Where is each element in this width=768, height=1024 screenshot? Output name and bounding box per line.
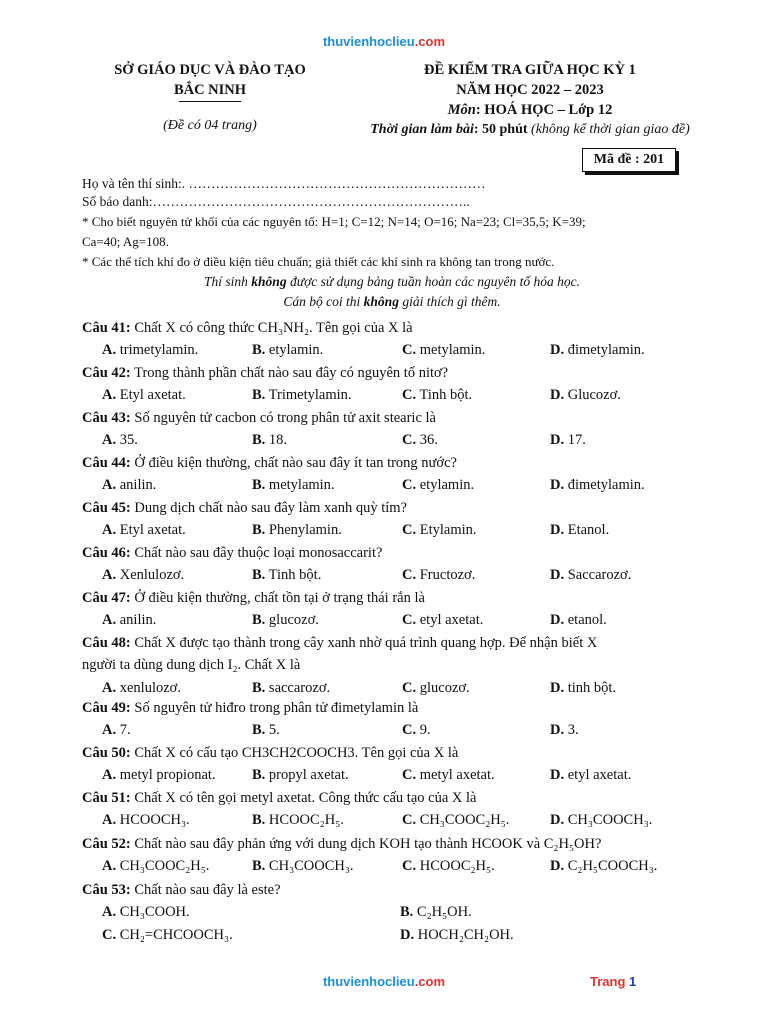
option-text: đimetylamin. — [567, 477, 645, 493]
department-name: SỞ GIÁO DỤC VÀ ĐÀO TẠO — [114, 62, 306, 78]
option-letter: C. — [402, 612, 417, 628]
option-letter: D. — [550, 567, 565, 583]
question-text-cont: người ta dùng dung dịch I₂. Chất X là — [82, 657, 301, 673]
option-letter: C. — [402, 767, 417, 783]
option-letter: C. — [402, 477, 417, 493]
question-stem — [82, 880, 722, 900]
question-stem — [82, 698, 722, 718]
option-text: saccarozơ. — [268, 680, 331, 696]
option-letter: A. — [102, 767, 117, 783]
answer-option — [550, 610, 607, 630]
question-stem — [82, 498, 722, 518]
option-text: 7. — [119, 722, 131, 738]
answer-option — [402, 340, 485, 360]
option-letter: C. — [402, 342, 417, 358]
option-text: etyl axetat. — [419, 612, 484, 628]
answer-option — [550, 765, 631, 785]
province-name: BẮC NINH — [173, 82, 247, 98]
option-text: Phenylamin. — [268, 522, 342, 538]
option-text: glucozơ. — [419, 680, 470, 696]
answer-option — [102, 430, 138, 450]
option-text: propyl axetat. — [268, 767, 349, 783]
option-text: trimetylamin. — [119, 342, 199, 358]
option-text: HCOOCH₃. — [119, 812, 190, 828]
header-right — [330, 60, 730, 140]
footer-site — [0, 974, 768, 989]
option-letter: B. — [252, 680, 266, 696]
option-text: CH₃COOC₂H₅. — [119, 858, 210, 874]
question-text: Dung dịch chất nào sau đây làm xanh quỳ tím? — [130, 500, 407, 516]
option-text: Trimetylamin. — [268, 387, 352, 403]
option-letter: C. — [402, 812, 417, 828]
question-text: Số nguyên tử cacbon có trong phân tử axit stearic là — [130, 410, 436, 426]
header-left — [90, 60, 330, 134]
answer-option — [400, 925, 514, 945]
option-text: 3. — [567, 722, 579, 738]
option-letter: A. — [102, 342, 117, 358]
option-text: HOCH₂CH₂OH. — [417, 927, 514, 943]
answer-option — [252, 520, 342, 540]
option-text: metylamin. — [419, 342, 486, 358]
option-text: Glucozơ. — [567, 387, 621, 403]
answer-option — [402, 678, 470, 698]
option-text: metyl axetat. — [419, 767, 495, 783]
option-text: Etyl axetat. — [119, 387, 186, 403]
question-text: Chất X có công thức CH₃NH₂. Tên gọi của X là — [130, 320, 413, 336]
option-letter: B. — [252, 767, 266, 783]
site-domain: .com — [414, 34, 446, 49]
option-letter: B. — [252, 387, 266, 403]
option-letter: B. — [252, 812, 266, 828]
option-text: xenlulozơ. — [119, 680, 181, 696]
option-letter: C. — [402, 722, 417, 738]
answer-option — [252, 565, 321, 585]
answer-option — [550, 565, 631, 585]
option-letter: B. — [252, 342, 266, 358]
site-name: thuvienhoclieu — [322, 34, 415, 49]
option-text: 36. — [419, 432, 438, 448]
option-letter: D. — [550, 858, 565, 874]
option-letter: C. — [402, 522, 417, 538]
answer-option — [102, 610, 156, 630]
answer-option — [252, 430, 287, 450]
option-text: CH₃COOCH₃. — [268, 858, 354, 874]
answer-option — [102, 765, 216, 785]
option-letter: A. — [102, 432, 117, 448]
proctor-note-a: Cán bộ coi thi — [283, 294, 364, 309]
answer-option — [252, 610, 319, 630]
answer-option — [402, 385, 472, 405]
question-stem — [82, 633, 722, 653]
option-text: HCOOC₂H₅. — [419, 858, 495, 874]
option-letter: A. — [102, 477, 117, 493]
option-letter: B. — [252, 522, 266, 538]
option-text: etylamin. — [419, 477, 475, 493]
question-stem — [82, 543, 722, 563]
question-stem — [82, 408, 722, 428]
option-letter: C. — [402, 680, 417, 696]
option-letter: D. — [550, 387, 565, 403]
question-number: Câu 44: — [82, 455, 131, 471]
option-letter: A. — [102, 522, 117, 538]
option-text: glucozơ. — [268, 612, 319, 628]
answer-option — [102, 810, 190, 830]
question-text: Ở điều kiện thường, chất nào sau đây ít tan trong nước? — [130, 455, 457, 471]
answer-option — [402, 520, 477, 540]
question-number: Câu 52: — [82, 836, 131, 852]
question-text: Chất nào sau đây thuộc loại monosaccarit? — [130, 545, 383, 561]
option-letter: D. — [550, 342, 565, 358]
question-text: Trong thành phần chất nào sau đây có nguyên tố nitơ? — [130, 365, 449, 381]
periodic-table-note-a: Thí sinh — [204, 274, 252, 289]
answer-option — [550, 520, 609, 540]
option-text: 18. — [268, 432, 288, 448]
question-stem — [82, 588, 722, 608]
proctor-note — [82, 293, 702, 311]
header-divider — [179, 101, 241, 102]
question-text: Chất X có cấu tạo CH3CH2COOCH3. Tên gọi của X là — [130, 745, 459, 761]
option-letter: B. — [252, 432, 266, 448]
question-number: Câu 53: — [82, 882, 131, 898]
time-line — [330, 120, 730, 140]
answer-option — [102, 340, 198, 360]
atomic-mass-note-cont: Ca=40; Ag=108. — [82, 234, 169, 249]
answer-option — [252, 720, 280, 740]
page-label: Trang — [590, 974, 630, 989]
option-text: Xenlulozơ. — [119, 567, 185, 583]
answer-option — [102, 678, 181, 698]
atomic-mass-note: * Cho biết nguyên tử khối của các nguyên tố: H=1; C=12; N=14; O=16; Na=23; Cl=35,5; K=39; — [82, 214, 586, 229]
option-letter: C. — [402, 858, 417, 874]
option-text: 5. — [268, 722, 280, 738]
subject-line — [330, 100, 730, 120]
answer-option — [402, 720, 431, 740]
option-text: metyl propionat. — [119, 767, 216, 783]
option-letter: A. — [102, 680, 117, 696]
periodic-table-note-b: không — [251, 274, 287, 289]
question-number: Câu 48: — [82, 635, 131, 651]
question-text: Số nguyên tử hiđro trong phân tử đimetylamin là — [130, 700, 419, 716]
option-text: Etanol. — [567, 522, 610, 538]
option-text: Etylamin. — [419, 522, 477, 538]
answer-option — [102, 565, 184, 585]
option-text: đimetylamin. — [567, 342, 645, 358]
answer-option — [252, 475, 335, 495]
option-letter: D. — [550, 722, 565, 738]
question-text: Chất X có tên gọi metyl axetat. Công thức cấu tạo của X là — [130, 790, 477, 806]
question-stem — [82, 834, 722, 854]
option-letter: C. — [102, 927, 117, 943]
question-stem — [82, 453, 722, 473]
answer-option — [402, 610, 483, 630]
option-letter: A. — [102, 904, 117, 920]
question-number: Câu 43: — [82, 410, 131, 426]
option-text: CH₃COOC₂H₅. — [419, 812, 510, 828]
answer-option — [102, 520, 186, 540]
question-stem — [82, 743, 722, 763]
time-note: (không kể thời gian giao đề) — [531, 122, 690, 137]
question-text: Chất nào sau đây phản ứng với dung dịch KOH tạo thành HCOOK và C₂H₅OH? — [130, 836, 602, 852]
answer-option — [102, 385, 186, 405]
page-number — [590, 974, 636, 989]
answer-option — [402, 475, 474, 495]
answer-option — [550, 475, 645, 495]
proctor-note-b: không — [363, 294, 399, 309]
option-text: 17. — [567, 432, 586, 448]
option-text: CH₃COOCH₃. — [567, 812, 653, 828]
option-text: Tinh bột. — [268, 567, 322, 583]
periodic-table-note — [82, 273, 702, 291]
option-letter: D. — [550, 522, 565, 538]
time-label: Thời gian làm bài — [370, 122, 474, 137]
footer-site-domain: .com — [414, 974, 446, 989]
exam-title: ĐỀ KIỂM TRA GIỮA HỌC KỲ 1 — [424, 62, 636, 78]
answer-option — [252, 765, 349, 785]
periodic-table-note-c: được sử dụng bảng tuần hoàn các nguyên tố hóa học. — [286, 274, 580, 289]
option-letter: C. — [402, 387, 417, 403]
option-text: Tinh bột. — [419, 387, 473, 403]
option-text: metylamin. — [268, 477, 335, 493]
answer-option — [102, 856, 209, 876]
question-text: Chất X được tạo thành trong cây xanh nhờ quá trình quang hợp. Để nhận biết X — [130, 635, 598, 651]
option-text: 9. — [419, 722, 431, 738]
option-letter: B. — [252, 858, 266, 874]
option-text: Etyl axetat. — [119, 522, 186, 538]
answer-option — [550, 720, 579, 740]
option-letter: D. — [550, 680, 565, 696]
school-year: NĂM HỌC 2022 – 2023 — [456, 82, 604, 98]
option-letter: A. — [102, 387, 117, 403]
option-letter: B. — [252, 722, 266, 738]
option-letter: C. — [402, 432, 417, 448]
question-number: Câu 51: — [82, 790, 131, 806]
answer-option — [402, 810, 509, 830]
option-text: etanol. — [567, 612, 607, 628]
option-letter: D. — [550, 477, 565, 493]
footer-site-name: thuvienhoclieu — [322, 974, 415, 989]
gas-volume-note: * Các thể tích khí đo ở điều kiện tiêu chuẩn; giả thiết các khí sinh ra không tan trong nước. — [82, 254, 555, 269]
page-num: 1 — [629, 974, 637, 989]
site-watermark-top — [0, 34, 768, 49]
student-id-line: Số báo danh:…………………………………………………………….. — [82, 194, 470, 209]
option-letter: B. — [400, 904, 414, 920]
option-letter: A. — [102, 812, 117, 828]
option-letter: B. — [252, 612, 266, 628]
option-text: HCOOC₂H₅. — [268, 812, 344, 828]
answer-option — [402, 856, 495, 876]
option-letter: B. — [252, 567, 266, 583]
question-number: Câu 45: — [82, 500, 131, 516]
answer-option — [550, 810, 652, 830]
option-letter: A. — [102, 567, 117, 583]
option-letter: A. — [102, 722, 117, 738]
option-text: C₂H₅COOCH₃. — [567, 858, 658, 874]
answer-option — [550, 678, 616, 698]
exam-code-box: Mã đề : 201 — [582, 148, 676, 172]
option-letter: D. — [550, 612, 565, 628]
question-text: Ở điều kiện thường, chất tồn tại ở trạng thái rắn là — [130, 590, 425, 606]
option-text: etyl axetat. — [567, 767, 632, 783]
answer-option — [252, 678, 330, 698]
subject-label: Môn — [447, 102, 476, 118]
option-text: etylamin. — [268, 342, 324, 358]
option-text: C₂H₅OH. — [416, 904, 472, 920]
option-text: CH₃COOH. — [119, 904, 190, 920]
answer-option — [550, 340, 645, 360]
option-letter: A. — [102, 612, 117, 628]
answer-option — [550, 385, 621, 405]
subject-value: : HOÁ HỌC – Lớp 12 — [475, 102, 613, 118]
answer-option — [102, 475, 156, 495]
answer-option — [402, 430, 438, 450]
answer-option — [252, 810, 344, 830]
answer-option — [102, 720, 131, 740]
answer-option — [102, 925, 233, 945]
option-letter: D. — [550, 432, 565, 448]
option-text: tinh bột. — [567, 680, 617, 696]
option-text: Saccarozơ. — [567, 567, 632, 583]
answer-option — [252, 856, 354, 876]
question-number: Câu 46: — [82, 545, 131, 561]
time-value: : 50 phút — [473, 122, 532, 137]
question-text: Chất nào sau đây là este? — [130, 882, 281, 898]
option-text: CH₂=CHCOOCH₃. — [119, 927, 233, 943]
question-stem — [82, 788, 722, 808]
answer-option — [402, 765, 495, 785]
question-number: Câu 42: — [82, 365, 131, 381]
option-text: anilin. — [119, 612, 157, 628]
question-number: Câu 49: — [82, 700, 131, 716]
question-number: Câu 50: — [82, 745, 131, 761]
answer-option — [252, 385, 352, 405]
answer-option — [252, 340, 323, 360]
option-text: Fructozơ. — [419, 567, 476, 583]
question-number: Câu 41: — [82, 320, 131, 336]
proctor-note-c: giải thích gì thêm. — [398, 294, 501, 309]
question-number: Câu 47: — [82, 590, 131, 606]
option-text: anilin. — [119, 477, 157, 493]
option-letter: D. — [550, 767, 565, 783]
student-name-line: Họ và tên thí sinh:. ………………………………………………………… — [82, 176, 486, 191]
option-letter: B. — [252, 477, 266, 493]
option-letter: A. — [102, 858, 117, 874]
option-letter: D. — [550, 812, 565, 828]
option-letter: C. — [402, 567, 417, 583]
question-stem — [82, 318, 722, 338]
answer-option — [102, 902, 190, 922]
answer-option — [402, 565, 475, 585]
question-stem — [82, 363, 722, 383]
option-letter: D. — [400, 927, 415, 943]
answer-option — [550, 430, 586, 450]
pages-note: (Đề có 04 trang) — [163, 118, 257, 133]
option-text: 35. — [119, 432, 138, 448]
answer-option — [400, 902, 472, 922]
answer-option — [550, 856, 657, 876]
